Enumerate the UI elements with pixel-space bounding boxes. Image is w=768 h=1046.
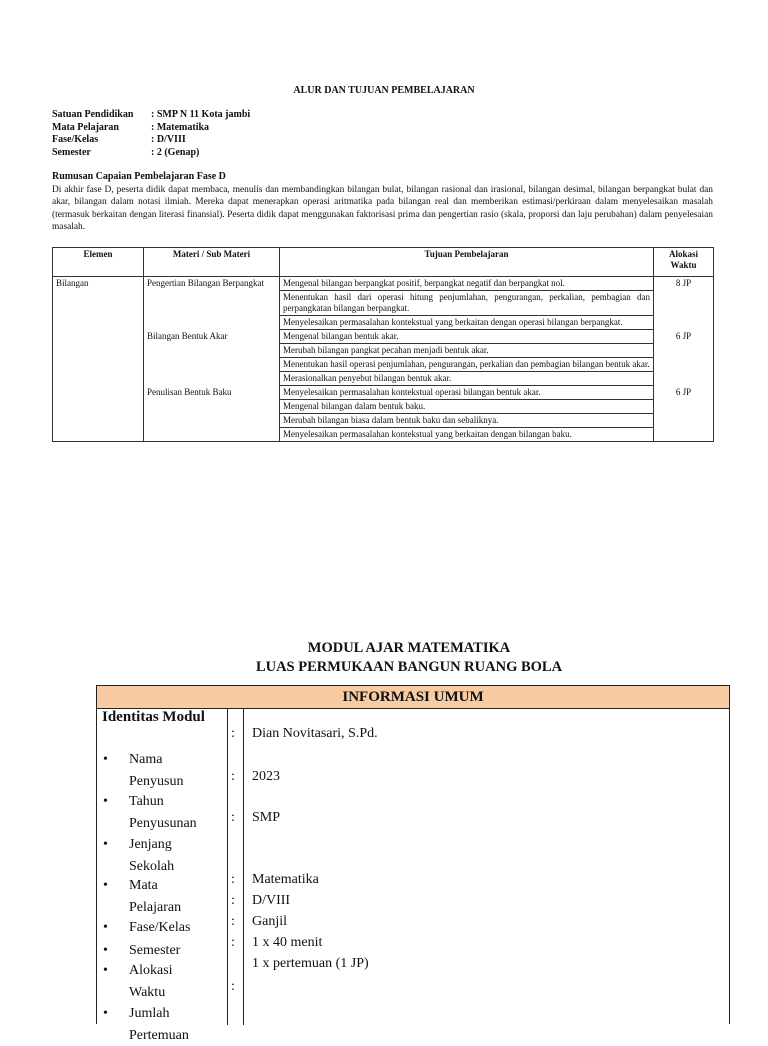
identity-key: Satuan Pendidikan bbox=[52, 109, 134, 120]
colon: : bbox=[231, 979, 235, 994]
cp-paragraph: Di akhir fase D, peserta didik dapat membaca, menulis dan membandingkan bilangan bulat, bilangan rasional dan irasional, bilangan desimal, bilangan berpangkat bulat dan akar, bilangan dalam notasi ilmiah. Mereka dapat menerapkan operasi aritmatika pada bilangan real dan memberikan estimasi/perkiraan dalam menyelesaikan masalah (termasuk berkaitan dengan literasi finansial). Peserta didik dapat menggunakan faktorisasi prima dan pengertian rasio (skala, proporsi dan laju perubahan) dalam penyelesaian masalah. bbox=[52, 185, 713, 233]
colon: : bbox=[231, 872, 235, 887]
info-table bbox=[96, 685, 730, 1043]
table-row bbox=[53, 277, 714, 291]
identity-key: Mata Pelajaran bbox=[52, 121, 119, 133]
table-row bbox=[53, 316, 714, 330]
section-title: Identitas Modul bbox=[102, 709, 205, 725]
table-row bbox=[53, 344, 714, 358]
value-jumlah-pertemuan: 1 x pertemuan (1 JP) bbox=[252, 956, 369, 971]
tujuan-cell: Mengenal bilangan dalam bentuk baku. bbox=[280, 400, 654, 414]
colon: : bbox=[231, 914, 235, 929]
colon: : bbox=[231, 935, 235, 950]
table-row bbox=[53, 386, 714, 400]
tujuan-cell: Mengenal bilangan bentuk akar. bbox=[280, 330, 654, 344]
module-title-line2: LUAS PERMUKAAN BANGUN RUANG BOLA bbox=[255, 659, 563, 675]
table-row bbox=[53, 291, 714, 316]
identity-row bbox=[52, 134, 250, 147]
bullet-icon: • bbox=[103, 752, 108, 767]
tujuan-cell: Menyelesaikan permasalahan kontekstual yang berkaitan dengan bilangan baku. bbox=[280, 428, 654, 442]
colon-column bbox=[227, 709, 244, 1025]
identity-row bbox=[52, 122, 250, 135]
tujuan-cell: Merasionalkan penyebut bilangan bentuk akar. bbox=[280, 372, 654, 386]
module-title-line1: MODUL AJAR MATEMATIKA bbox=[307, 640, 511, 656]
tujuan-cell: Menentukan hasil operasi penjumlahan, pengurangan, perkalian dan pembagian bilangan bentuk akar. bbox=[280, 358, 654, 372]
value-alokasi-waktu: 1 x 40 menit bbox=[252, 935, 323, 950]
table-row bbox=[53, 330, 714, 344]
tujuan-cell: Menyelesaikan permasalahan kontekstual yang berkaitan dengan operasi bilangan berpangkat. bbox=[280, 316, 654, 330]
identity-key: Semester bbox=[52, 146, 91, 158]
value-semester: Ganjil bbox=[252, 914, 287, 929]
value-fase-kelas: D/VIII bbox=[252, 893, 291, 908]
bullet-icon: • bbox=[103, 837, 108, 852]
table-row bbox=[53, 414, 714, 428]
bullet-icon: • bbox=[103, 943, 108, 958]
colon: : bbox=[231, 810, 235, 825]
value-nama-penyusun: Dian Novitasari, S.Pd. bbox=[252, 726, 378, 741]
colon: : bbox=[231, 769, 235, 784]
value-mata-pelajaran: Matematika bbox=[252, 872, 319, 887]
alokasi-cell: 8 JP bbox=[654, 277, 714, 291]
materi-cell: Bilangan Bentuk Akar bbox=[144, 330, 280, 344]
table-header-row bbox=[53, 248, 714, 277]
label-column: Identitas Modul • Nama Penyusun • Tahun Penyusunan • Jenjang Sekolah • Mata Pelajaran • Fase/Kelas • Semester • Alokasi Waktu • Jumlah Pertemuan bbox=[97, 709, 228, 1025]
elemen-cell: Bilangan bbox=[53, 277, 144, 291]
bullet-icon: • bbox=[103, 1006, 108, 1021]
identity-row bbox=[52, 109, 250, 122]
identity-key: Fase/Kelas bbox=[52, 134, 99, 145]
info-header: INFORMASI UMUM bbox=[97, 686, 729, 709]
cp-title: Rumusan Capaian Pembelajaran Fase D bbox=[52, 171, 226, 182]
bullet-icon: • bbox=[103, 963, 108, 978]
tujuan-cell: Menyelesaikan permasalahan kontekstual operasi bilangan bentuk akar. bbox=[280, 386, 654, 400]
header-tujuan: Tujuan Pembelajaran bbox=[280, 248, 654, 277]
alokasi-cell: 6 JP bbox=[654, 386, 714, 400]
tujuan-cell: Merubah bilangan biasa dalam bentuk baku dan sebaliknya. bbox=[280, 414, 654, 428]
colon: : bbox=[231, 726, 235, 741]
table-row bbox=[53, 358, 714, 372]
page-title: ALUR DAN TUJUAN PEMBELAJARAN bbox=[293, 85, 475, 96]
learning-objectives-table bbox=[52, 247, 714, 442]
materi-cell: Pengertian Bilangan Berpangkat bbox=[144, 277, 280, 291]
header-elemen: Elemen bbox=[53, 248, 144, 277]
identity-value: : D/VIII bbox=[151, 134, 186, 145]
value-tahun: 2023 bbox=[252, 769, 280, 784]
identity-row bbox=[52, 147, 250, 160]
bullet-icon: • bbox=[103, 878, 108, 893]
tujuan-cell: Menentukan hasil dari operasi hitung penjumlahan, pengurangan, perkalian, pembagian dan perpangkatan bilangan berpangkat. bbox=[280, 291, 654, 316]
identity-value: : SMP N 11 Kota jambi bbox=[151, 109, 251, 120]
alokasi-cell: 6 JP bbox=[654, 330, 714, 344]
table-row bbox=[53, 400, 714, 414]
identity-table bbox=[52, 109, 250, 159]
materi-cell: Penulisan Bentuk Baku bbox=[144, 386, 280, 400]
header-alokasi: Alokasi Waktu bbox=[654, 248, 714, 277]
value-jenjang: SMP bbox=[252, 810, 281, 825]
bullet-icon: • bbox=[103, 794, 108, 809]
header-materi: Materi / Sub Materi bbox=[144, 248, 280, 277]
tujuan-cell: Mengenal bilangan berpangkat positif, berpangkat negatif dan berpangkat nol. bbox=[280, 277, 654, 291]
tujuan-cell: Merubah bilangan pangkat pecahan menjadi bentuk akar. bbox=[280, 344, 654, 358]
colon: : bbox=[231, 893, 235, 908]
bullet-icon: • bbox=[103, 920, 108, 935]
identity-value: : Matematika bbox=[151, 121, 210, 133]
table-row bbox=[53, 428, 714, 442]
module-title bbox=[0, 639, 768, 677]
identity-value: : 2 (Genap) bbox=[151, 146, 200, 158]
table-row bbox=[53, 372, 714, 386]
